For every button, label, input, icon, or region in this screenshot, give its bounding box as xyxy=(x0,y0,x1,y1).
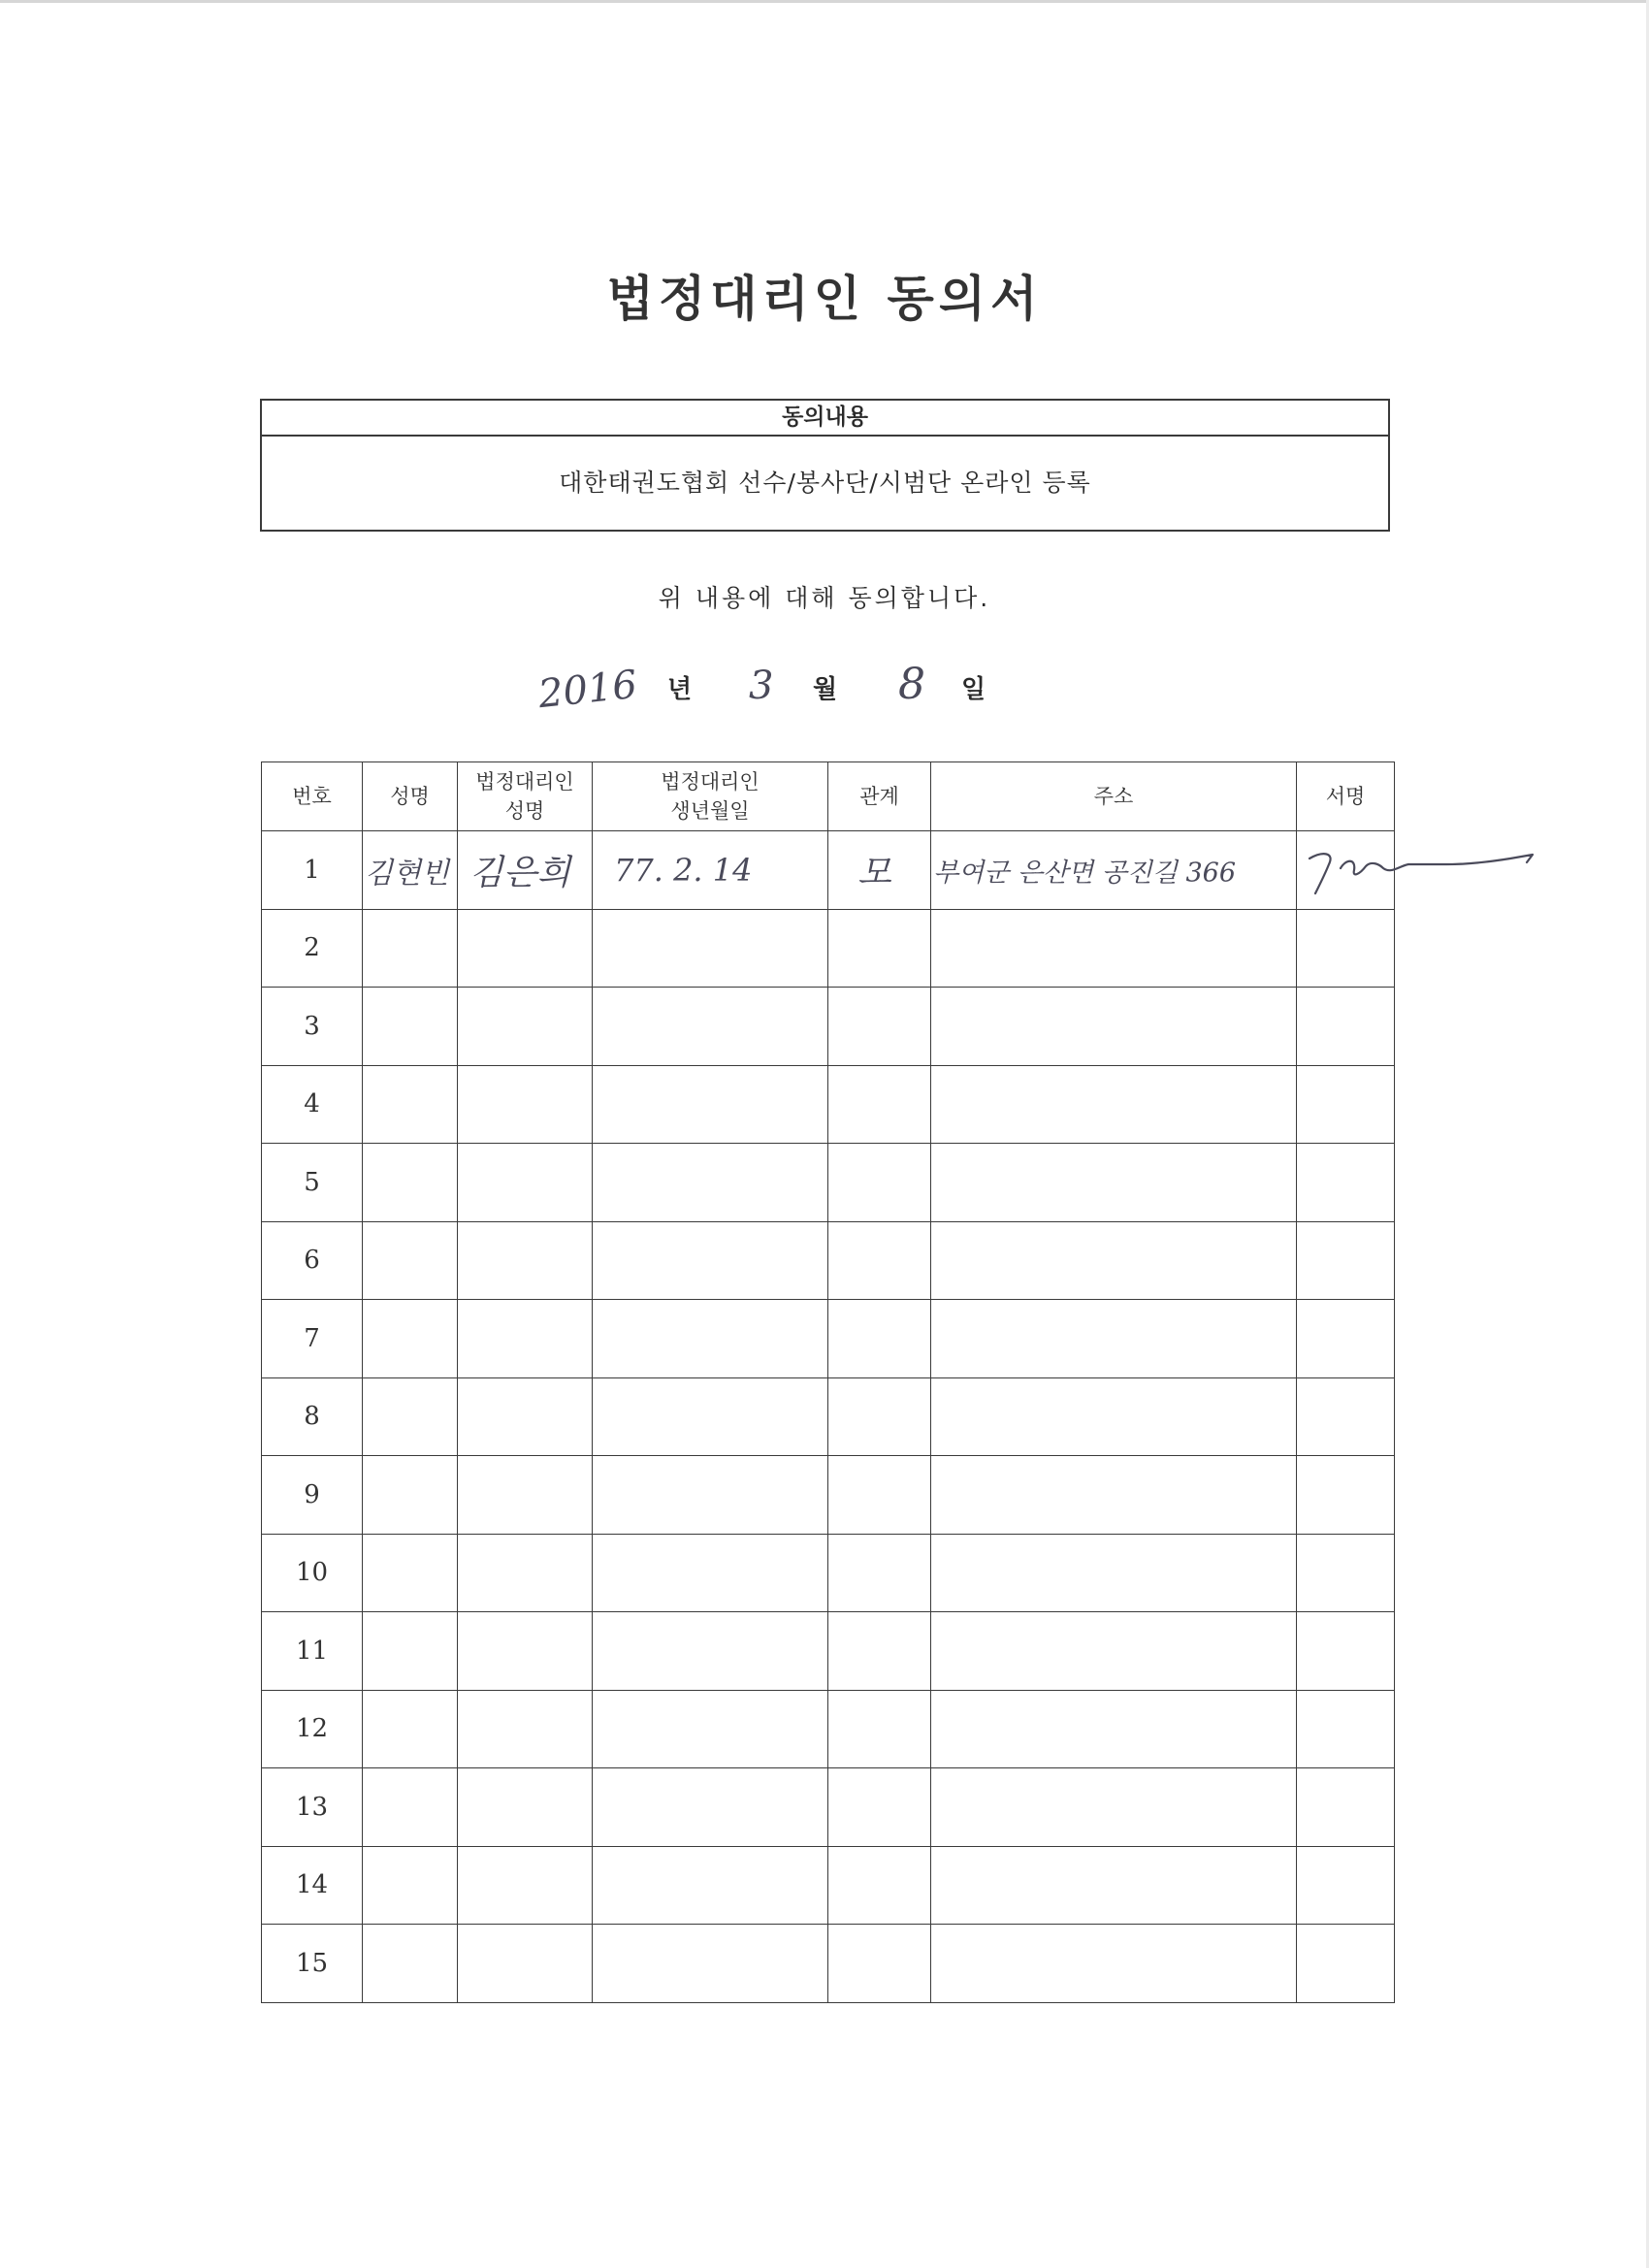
row-guardian-name xyxy=(458,1300,593,1378)
guardian-roster-table xyxy=(261,761,1395,2003)
row-name xyxy=(363,1456,458,1535)
row-relation xyxy=(828,1768,931,1847)
row-no: 8 xyxy=(262,1377,363,1456)
row-guardian-name xyxy=(458,831,593,910)
row-guardian-name xyxy=(458,1690,593,1768)
table-row xyxy=(262,1065,1395,1144)
table-row xyxy=(262,1768,1395,1847)
row-guardian-birth xyxy=(593,909,828,988)
table-row xyxy=(262,1925,1395,2003)
document-title: 법정대리인 동의서 xyxy=(606,271,1043,327)
row-guardian-name xyxy=(458,909,593,988)
row-guardian-birth xyxy=(593,1221,828,1300)
row-relation xyxy=(828,831,931,910)
row-name xyxy=(363,1534,458,1612)
row-name xyxy=(363,1065,458,1144)
row-signature xyxy=(1297,1846,1395,1925)
row-no: 9 xyxy=(262,1456,363,1535)
row-guardian-birth xyxy=(593,1768,828,1847)
row-relation xyxy=(828,1534,931,1612)
row-guardian-name xyxy=(458,1144,593,1222)
date-year-label: 년 xyxy=(667,675,693,704)
header-guardian-name xyxy=(458,762,593,831)
consent-body: 대한태권도협회 선수/봉사단/시범단 온라인 등록 xyxy=(559,469,1091,497)
row-guardian-name xyxy=(458,1925,593,2003)
row-name xyxy=(363,909,458,988)
row-guardian-name xyxy=(458,1534,593,1612)
row-guardian-name xyxy=(458,1221,593,1300)
date-day-label: 일 xyxy=(961,675,986,704)
agree-statement: 위 내용에 대해 동의합니다. xyxy=(658,584,991,612)
row-signature xyxy=(1297,1534,1395,1612)
row-address xyxy=(931,1456,1297,1535)
row-no: 1 xyxy=(262,831,363,910)
row-guardian-birth xyxy=(593,831,828,910)
row-relation xyxy=(828,988,931,1066)
row-guardian-birth xyxy=(593,1377,828,1456)
row-address xyxy=(931,1534,1297,1612)
row-address xyxy=(931,1846,1297,1925)
row-address xyxy=(931,909,1297,988)
row-guardian-birth xyxy=(593,1144,828,1222)
date-day-value: 8 xyxy=(898,660,925,709)
header-guardian-name-line2: 성명 xyxy=(504,799,545,823)
table-row xyxy=(262,988,1395,1066)
header-signature: 서명 xyxy=(1297,762,1395,831)
table-header-row xyxy=(262,762,1395,831)
row-name xyxy=(363,988,458,1066)
row-guardian-birth-handwritten: 77. 2. 14 xyxy=(614,851,753,889)
row-signature xyxy=(1297,1377,1395,1456)
row-relation xyxy=(828,1221,931,1300)
row-guardian-birth xyxy=(593,1300,828,1378)
row-signature xyxy=(1297,988,1395,1066)
table-row xyxy=(262,1221,1395,1300)
row-name xyxy=(363,1377,458,1456)
row-name xyxy=(363,1846,458,1925)
table-row xyxy=(262,1377,1395,1456)
row-guardian-name xyxy=(458,1612,593,1691)
row-address xyxy=(931,1768,1297,1847)
row-guardian-name xyxy=(458,1768,593,1847)
row-signature xyxy=(1297,1768,1395,1847)
row-relation xyxy=(828,909,931,988)
header-relation: 관계 xyxy=(828,762,931,831)
row-name xyxy=(363,1768,458,1847)
row-signature xyxy=(1297,1300,1395,1378)
row-name xyxy=(363,1300,458,1378)
table-row xyxy=(262,1612,1395,1691)
handwritten-signature xyxy=(1302,829,1554,907)
row-address xyxy=(931,1377,1297,1456)
row-no: 10 xyxy=(262,1534,363,1612)
row-guardian-name xyxy=(458,1377,593,1456)
header-guardian-birth-line2: 생년월일 xyxy=(670,799,750,823)
row-signature xyxy=(1297,1925,1395,2003)
row-signature xyxy=(1297,909,1395,988)
date-month-value: 3 xyxy=(749,664,774,708)
row-signature xyxy=(1297,1456,1395,1535)
row-no: 14 xyxy=(262,1846,363,1925)
row-address xyxy=(931,1300,1297,1378)
row-address xyxy=(931,988,1297,1066)
row-guardian-name-handwritten: 김은희 xyxy=(469,853,571,893)
row-no: 7 xyxy=(262,1300,363,1378)
table-row xyxy=(262,1846,1395,1925)
row-relation xyxy=(828,1144,931,1222)
row-name xyxy=(363,831,458,910)
row-no: 13 xyxy=(262,1768,363,1847)
date-row xyxy=(0,660,1649,718)
row-address xyxy=(931,1690,1297,1768)
row-relation xyxy=(828,1690,931,1768)
header-guardian-name-line1: 법정대리인 xyxy=(475,770,574,794)
row-name xyxy=(363,1690,458,1768)
row-guardian-name xyxy=(458,988,593,1066)
row-guardian-birth xyxy=(593,1456,828,1535)
row-address xyxy=(931,1612,1297,1691)
row-guardian-name xyxy=(458,1846,593,1925)
row-guardian-birth xyxy=(593,1690,828,1768)
header-no: 번호 xyxy=(262,762,363,831)
header-guardian-birth xyxy=(593,762,828,831)
row-address xyxy=(931,1925,1297,2003)
row-signature xyxy=(1297,1221,1395,1300)
row-signature xyxy=(1297,1144,1395,1222)
row-no: 12 xyxy=(262,1690,363,1768)
consent-header: 동의내용 xyxy=(262,401,1388,437)
row-no: 15 xyxy=(262,1925,363,2003)
row-relation xyxy=(828,1612,931,1691)
row-name xyxy=(363,1221,458,1300)
table-row xyxy=(262,1456,1395,1535)
row-guardian-birth xyxy=(593,1065,828,1144)
row-signature xyxy=(1297,1612,1395,1691)
row-name-handwritten: 김현빈 xyxy=(365,856,449,891)
table-row xyxy=(262,1534,1395,1612)
row-address xyxy=(931,831,1297,910)
row-address xyxy=(931,1221,1297,1300)
header-guardian-birth-line1: 법정대리인 xyxy=(661,770,760,794)
row-no: 3 xyxy=(262,988,363,1066)
table-row xyxy=(262,909,1395,988)
row-relation xyxy=(828,1925,931,2003)
row-relation xyxy=(828,1846,931,1925)
header-name: 성명 xyxy=(363,762,458,831)
row-guardian-birth xyxy=(593,1534,828,1612)
row-no: 11 xyxy=(262,1612,363,1691)
date-month-label: 월 xyxy=(813,675,838,704)
row-no: 2 xyxy=(262,909,363,988)
row-guardian-birth xyxy=(593,1612,828,1691)
table-row xyxy=(262,831,1395,910)
row-no: 4 xyxy=(262,1065,363,1144)
row-guardian-birth xyxy=(593,1846,828,1925)
row-name xyxy=(363,1144,458,1222)
row-guardian-birth xyxy=(593,988,828,1066)
header-address: 주소 xyxy=(931,762,1297,831)
table-row xyxy=(262,1300,1395,1378)
row-address xyxy=(931,1065,1297,1144)
row-signature xyxy=(1297,1065,1395,1144)
table-row xyxy=(262,1144,1395,1222)
scan-edge xyxy=(0,0,1649,3)
row-guardian-name xyxy=(458,1065,593,1144)
row-address xyxy=(931,1144,1297,1222)
row-guardian-name xyxy=(458,1456,593,1535)
date-year-value: 2016 xyxy=(535,662,639,718)
consent-box xyxy=(260,399,1390,532)
row-address-handwritten: 부여군 은산면 공진길 366 xyxy=(933,858,1237,889)
row-relation xyxy=(828,1065,931,1144)
row-relation xyxy=(828,1300,931,1378)
row-guardian-birth xyxy=(593,1925,828,2003)
row-signature xyxy=(1297,1690,1395,1768)
table-row xyxy=(262,1690,1395,1768)
row-no: 5 xyxy=(262,1144,363,1222)
row-relation xyxy=(828,1456,931,1535)
row-relation-handwritten: 모 xyxy=(857,853,891,893)
row-name xyxy=(363,1612,458,1691)
row-relation xyxy=(828,1377,931,1456)
row-name xyxy=(363,1925,458,2003)
row-no: 6 xyxy=(262,1221,363,1300)
